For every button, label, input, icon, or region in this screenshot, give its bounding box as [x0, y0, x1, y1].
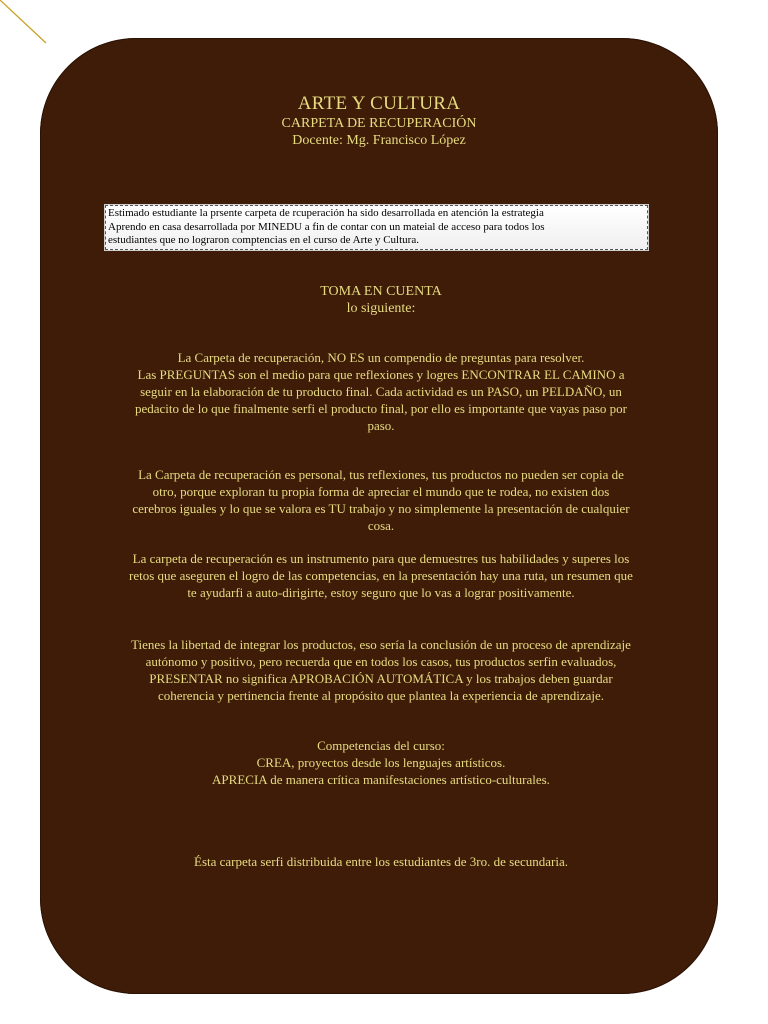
paragraph-line: autónomo y positivo, pero recuerda que en todos los casos, tus productos serfin evaluados, — [145, 654, 617, 669]
paragraph-freedom — [70, 636, 692, 704]
page-subtitle: CARPETA DE RECUPERACIÓN — [281, 116, 477, 131]
take-note-line-1: TOMA EN CUENTA — [320, 284, 442, 299]
notice-line: estudiantes que no lograron comptencias en el curso de Arte y Cultura. — [108, 234, 419, 246]
header — [40, 93, 718, 149]
paragraph-line: Las PREGUNTAS son el medio para que reflexiones y logres ENCONTRAR EL CAMINO a — [137, 367, 625, 382]
paragraph-line: La Carpeta de recuperación, NO ES un compendio de preguntas para resolver. — [177, 350, 585, 365]
recovery-folder-panel — [40, 38, 718, 994]
notice-line: Estimado estudiante la prsente carpeta de rcuperación ha sido desarrollada en atención la estrategia — [108, 207, 544, 219]
paragraph-line: PRESENTAR no significa APROBACIÓN AUTOMÁTICA y los trabajos deben guardar — [149, 671, 613, 686]
paragraph-line: coherencia y pertinencia frente al propósito que plantea la experiencia de aprendizaje. — [157, 688, 605, 703]
paragraph-line: pedacito de lo que finalmente serfi el producto final, por ello es importante que vayas paso por — [134, 401, 628, 416]
paragraph-line: otro, porque exploran tu propia forma de apreciar el mundo que te rodea, no existen dos — [152, 484, 610, 499]
take-note-heading — [70, 283, 692, 317]
paragraph-line: La Carpeta de recuperación es personal, tus reflexiones, tus productos no pueden ser copia de — [138, 467, 624, 482]
paragraph-line: cosa. — [367, 518, 395, 533]
paragraph-questions — [70, 349, 692, 434]
competencies-section — [70, 737, 692, 788]
page-title: ARTE Y CULTURA — [297, 93, 461, 114]
paragraph-line: te ayudarfi a auto-dirigirte, estoy seguro que lo vas a lograr positivamente. — [187, 585, 575, 600]
competencies-heading: Competencias del curso: — [317, 738, 445, 753]
paragraph-line: retos que aseguren el logro de las competencias, en la presentación hay una ruta, un resumen que — [129, 568, 633, 583]
paragraph-line: cerebros iguales y lo que se valora es TU trabajo y no simplemente la presentación de cualquier — [132, 501, 630, 516]
paragraph-line: paso. — [367, 418, 395, 433]
paragraph-line: seguir en la elaboración de tu producto final. Cada actividad es un PASO, un PELDAÑO, un — [140, 384, 622, 399]
teacher-name: Docente: Mg. Francisco López — [292, 133, 466, 148]
competency-item: CREA, proyectos desde los lenguajes artísticos. — [256, 755, 506, 770]
take-note-line-2: lo siguiente: — [346, 301, 416, 316]
paragraph-instrument — [70, 550, 692, 601]
notice-box — [105, 205, 648, 250]
competency-item: APRECIA de manera crítica manifestaciones artístico-culturales. — [212, 772, 550, 787]
paragraph-line: Tienes la libertad de integrar los productos, eso sería la conclusión de un proceso de aprendizaje — [131, 637, 631, 652]
paragraph-line: La carpeta de recuperación es un instrumento para que demuestres tus habilidades y superes los — [132, 551, 630, 566]
notice-line: Aprendo en casa desarrollada por MINEDU a fin de contar con un mateial de acceso para todos los — [108, 220, 545, 233]
decorative-corner-line — [0, 0, 60, 60]
closing-note: Ésta carpeta serfi distribuida entre los estudiantes de 3ro. de secundaria. — [194, 854, 568, 869]
paragraph-personal — [70, 466, 692, 534]
